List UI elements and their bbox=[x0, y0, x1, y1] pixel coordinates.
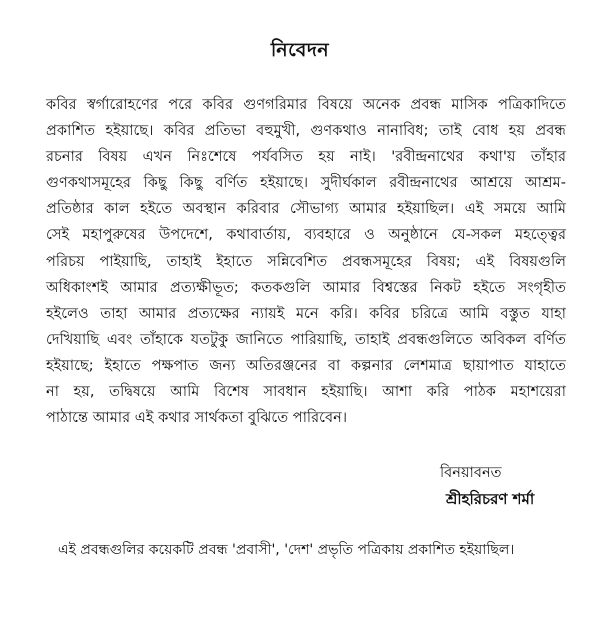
paragraph-line: রচনার বিষয় এখন নিঃশেষে পর্যবসিত হয় নাই। 'রবীন্দ্রনাথের কথা'য় তাঁহার bbox=[46, 148, 566, 166]
paragraph-line: হইয়াছে; ইহাতে পক্ষপাত জন্য অতিরঞ্জনের বা কল্পনার লেশমাত্র ছায়াপাত যাহাতে bbox=[46, 356, 566, 374]
author-signature: শ্রীহরিচরণ শর্মা bbox=[446, 490, 535, 508]
paragraph-line: হইলেও তাহা আমার প্রত্যক্ষের ন্যায়ই মনে করি। কবির চরিত্রে আমি বস্তুত যাহা bbox=[46, 304, 566, 322]
paragraph-line: প্রকাশিত হইয়াছে। কবির প্রতিভা বহুমুখী, গুণকথাও নানাবিধ; তাই বোধ হয় প্রবন্ধ bbox=[46, 122, 566, 140]
closing-salutation: বিনয়াবনত bbox=[440, 464, 502, 481]
paragraph-line: না হয়, তদ্বিষয়ে আমি বিশেষ সাবধান হইয়াছি। আশা করি পাঠক মহাশয়েরা bbox=[46, 383, 566, 401]
paragraph-line: দেখিয়াছি এবং তাঁহাকে যতটুকু জানিতে পারিয়াছি, তাহাই প্রবন্ধগুলিতে অবিকল বর্ণিত bbox=[46, 330, 566, 348]
paragraph-line: প্রতিষ্ঠার কাল হইতে অবস্থান করিবার সৌভাগ্য আমার হইয়াছিল। এই সময়ে আমি bbox=[46, 200, 566, 218]
footnote: এই প্রবন্ধগুলির কয়েকটি প্রবন্ধ 'প্রবাসী', 'দেশ' প্রভৃতি পত্রিকায় প্রকাশিত হইয়াছিল। bbox=[58, 542, 515, 558]
paragraph-line: পাঠান্তে আমার এই কথার সার্থকতা বুঝিতে পারিবেন। bbox=[46, 409, 348, 427]
body-paragraph bbox=[46, 92, 566, 431]
paragraph-line: কবির স্বর্গারোহণের পরে কবির গুণগরিমার বিষয়ে অনেক প্রবন্ধ মাসিক পত্রিকাদিতে bbox=[46, 96, 566, 113]
paragraph-line: গুণকথাসমূহের কিছু কিছু বর্ণিত হইয়াছে। সুদীর্ঘকাল রবীন্দ্রনাথের আশ্রয়ে আশ্রম- bbox=[46, 174, 566, 192]
paragraph-line: সেই মহাপুরুষের উপদেশে, কথাবার্তায়, ব্যবহারে ও অনুষ্ঠানে যে-সকল মহত্ত্বের bbox=[46, 226, 566, 244]
page-title: নিবেদন bbox=[270, 39, 330, 61]
paragraph-line: অধিকাংশই আমার প্রত্যক্ষীভূত; কতকগুলি আমার বিশ্বস্তের নিকট হইতে সংগৃহীত bbox=[46, 278, 566, 296]
paragraph-line: পরিচয় পাইয়াছি, তাহাই ইহাতে সন্নিবেশিত প্রবন্ধসমূহের বিষয়; এই বিষয়গুলি bbox=[46, 252, 566, 270]
